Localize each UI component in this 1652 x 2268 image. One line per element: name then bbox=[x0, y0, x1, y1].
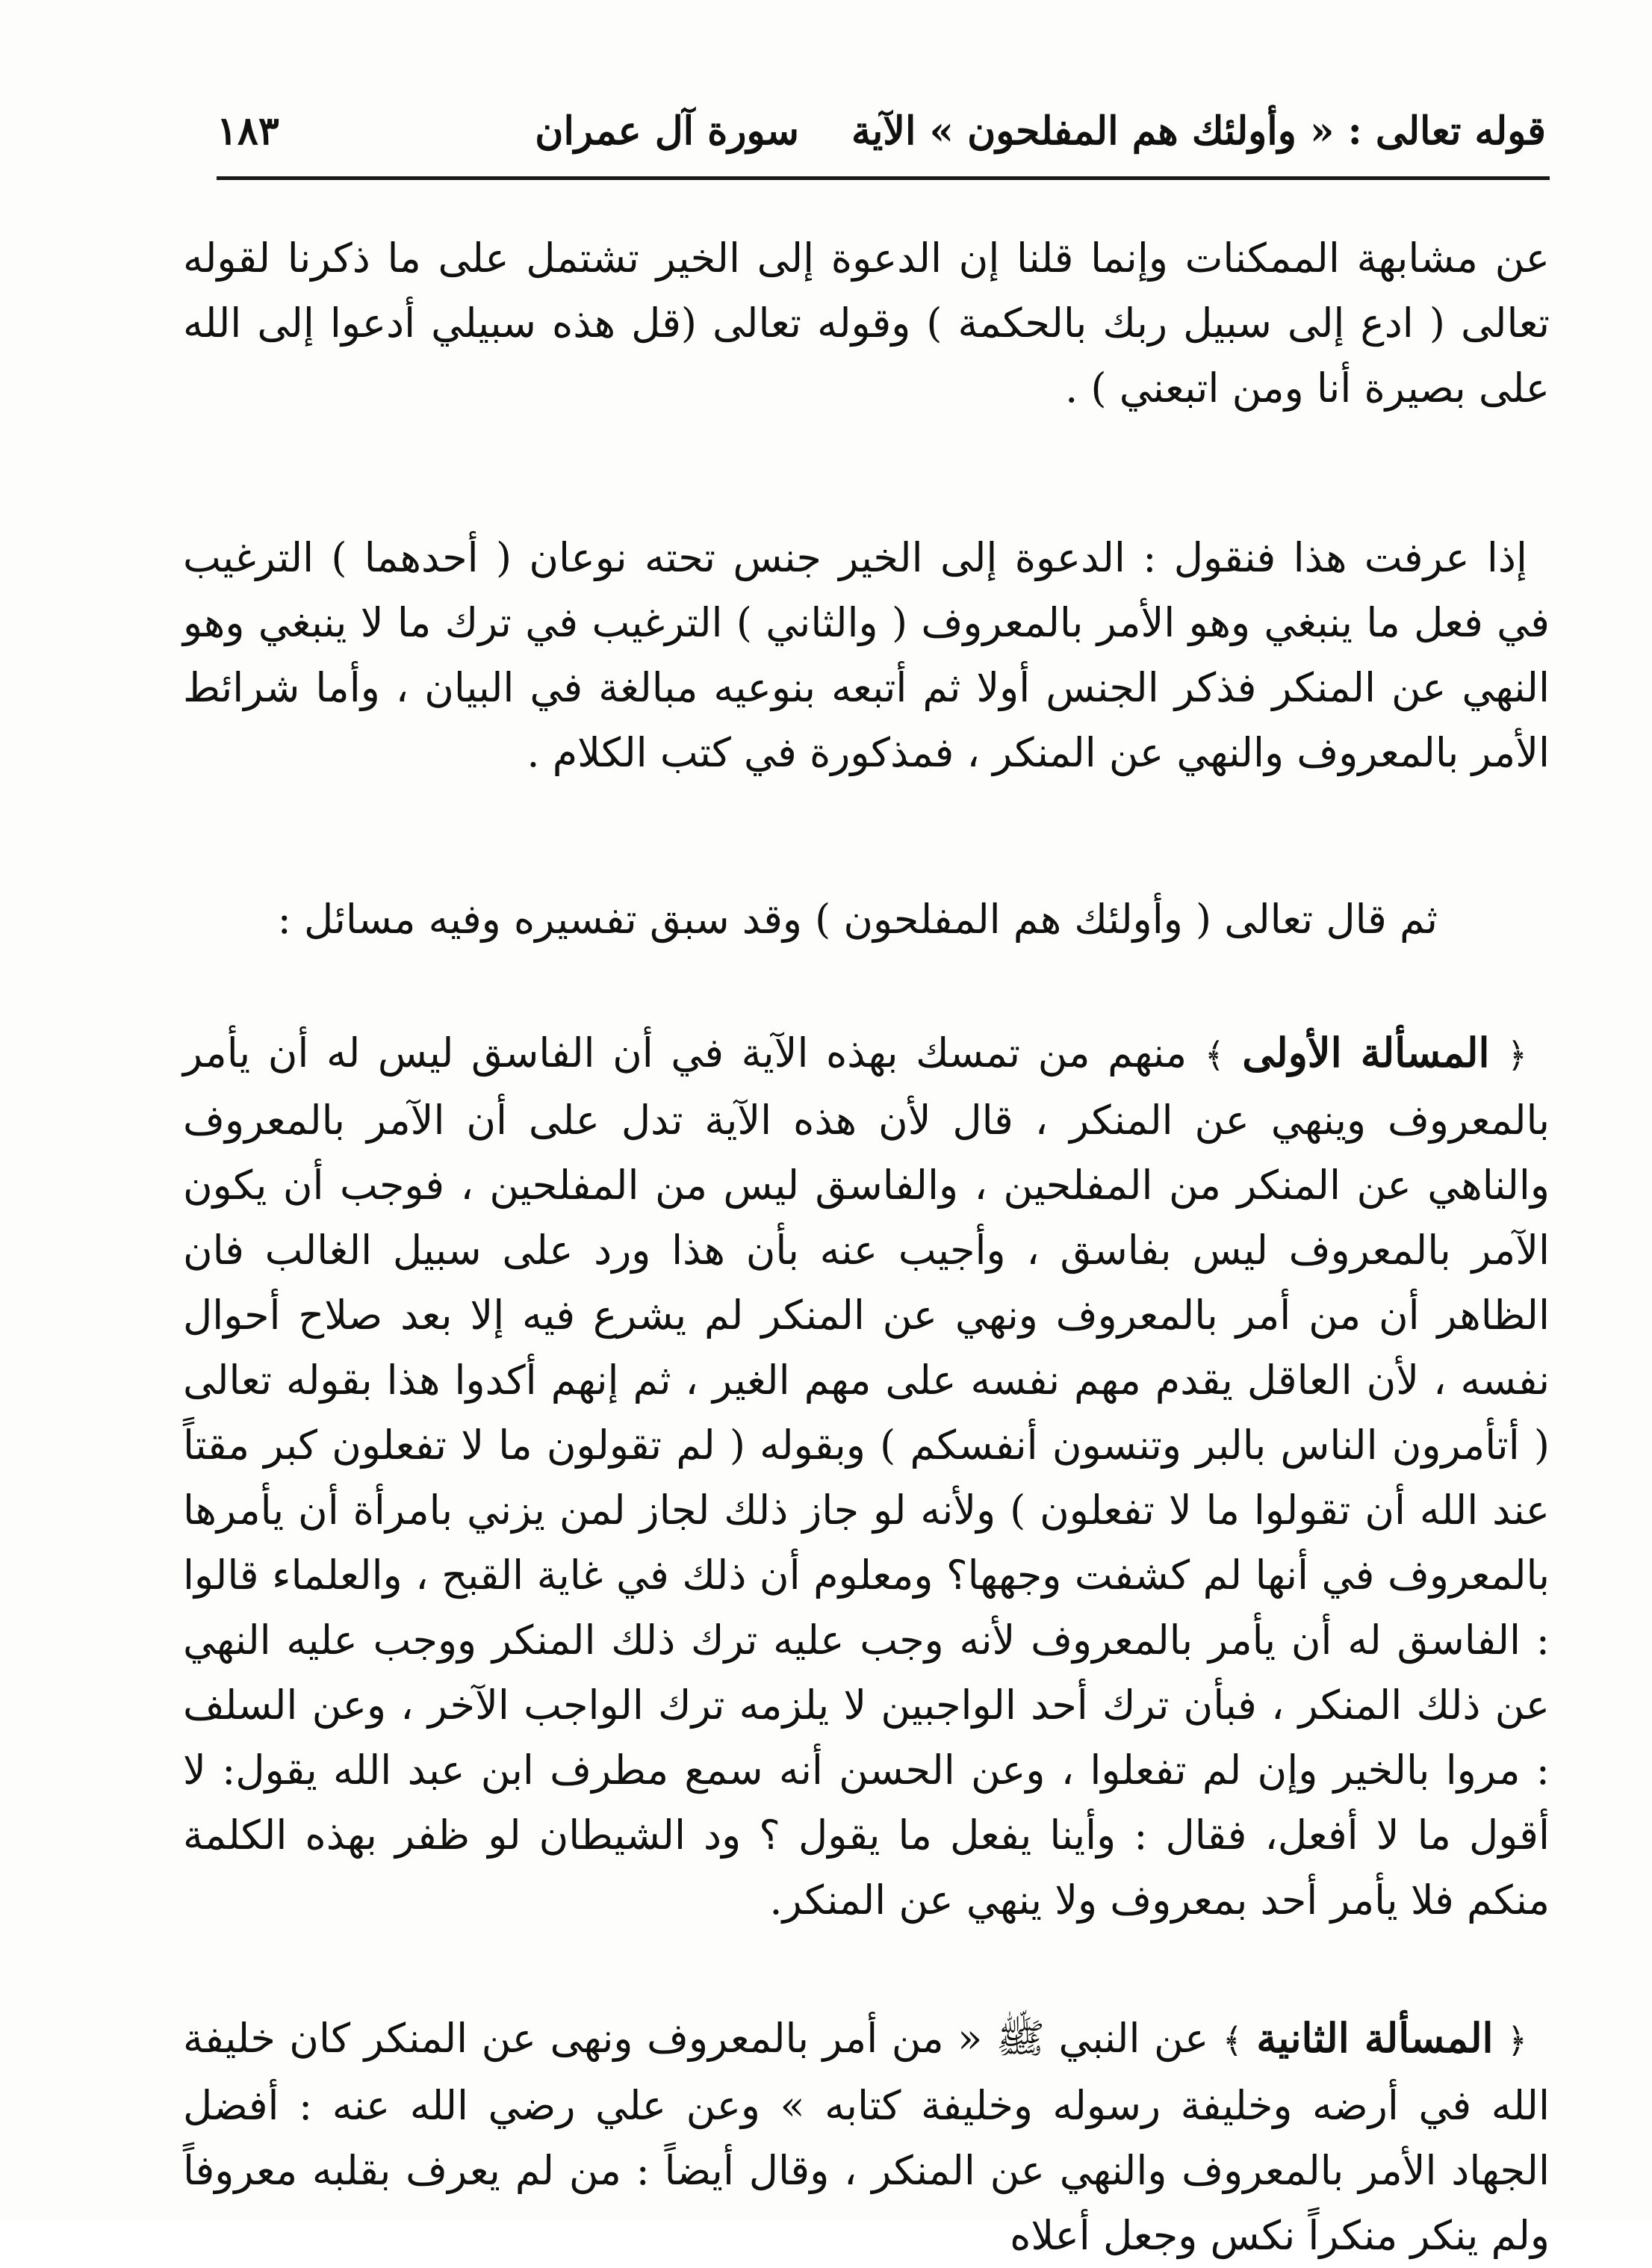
paragraph-text: منهم من تمسك بهذه الآية في أن الفاسق ليس له أن يأمر بالمعروف وينهي عن المنكر ، قال لأن هذه الآية تدل على أن الآمر بالمعروف والناهي عن المنكر من المفلحين ، والفاسق ليس من المفلحين ، فوجب أن يكون الآمر بالمعروف ليس بفاسق ، وأجيب عنه بأن هذا ورد على سبيل الغالب فان الظاهر أن من أمر بالمعروف ونهي عن المنكر لم يشرع فيه إلا بعد صلاح أحوال نفسه ، لأن العاقل يقدم مهم نفسه على مهم الغير ، ثم إنهم أكدوا هذا بقوله تعالى ( أتأمرون الناس بالبر وتنسون أنفسكم ) وبقوله ( لم تقولون ما لا تفعلون كبر مقتاً عند الله أن تقولوا ما لا تفعلون ) ولأنه لو جاز ذلك لجاز لمن يزني بامرأة أن يأمرها بالمعروف في أنها لم كشفت وجهها؟ ومعلوم أن ذلك في غاية القبح ، والعلماء قالوا : الفاسق له أن يأمر بالمعروف لأنه وجب عليه ترك ذلك المنكر ووجب عليه النهي عن ذلك المنكر ، فبأن ترك أحد الواجبين لا يلزمه ترك الواجب الآخر ، وعن السلف : مروا بالخير وإن لم تفعلوا ، وعن الحسن أنه سمع مطرف ابن عبد الله يقول: لا أقول ما لا أفعل، فقال : وأينا يفعل ما يقول ؟ ود الشيطان لو ظفر بهذه الكلمة منكم فلا يأمر أحد بمعروف ولا ينهي عن المنكر. bbox=[183, 1029, 1550, 1924]
issue-paragraph bbox=[183, 2006, 1550, 2268]
ornate-bracket-open: ﴿ bbox=[1507, 2020, 1527, 2060]
ornate-bracket-close: ﴾ bbox=[1222, 2020, 1243, 2060]
paragraph-text: ثم قال تعالى ( وأولئك هم المفلحون ) وقد سبق تفسيره وفيه مسائل : bbox=[277, 896, 1438, 943]
page-number: ١٨٣ bbox=[217, 108, 279, 154]
issue-heading: المسألة الأولى bbox=[1242, 1029, 1490, 1076]
issue-paragraph bbox=[183, 1020, 1550, 1933]
paragraph bbox=[183, 887, 1550, 952]
header-title: قوله تعالى : « وأولئك هم المفلحون » الآية bbox=[851, 108, 1546, 154]
ornate-bracket-close: ﴾ bbox=[1204, 1035, 1225, 1075]
paragraph bbox=[183, 226, 1550, 421]
header-divider bbox=[217, 176, 1550, 180]
paragraph bbox=[183, 525, 1550, 785]
body-text bbox=[183, 202, 1550, 2268]
paragraph-text: عن النبي ﷺ « من أمر بالمعروف ونهى عن المنكر كان خليفة الله في أرضه وخليفة رسوله وخليفة كتابه » وعن علي رضي الله عنه : أفضل الجهاد الأمر بالمعروف والنهي عن المنكر ، وقال أيضاً : من لم يعرف بقلبه معروفاً ولم ينكر منكراً نكس وجعل أعلاه bbox=[183, 2015, 1550, 2259]
paragraph-text: عن مشابهة الممكنات وإنما قلنا إن الدعوة إلى الخير تشتمل على ما ذكرنا لقوله تعالى ( ادع إلى سبيل ربك بالحكمة ) وقوله تعالى (قل هذه سبيلي أدعوا إلى الله على بصيرة أنا ومن اتبعني ) . bbox=[183, 235, 1550, 412]
running-header bbox=[217, 90, 1546, 172]
issue-heading: المسألة الثانية bbox=[1256, 2014, 1494, 2062]
paragraph-text: إذا عرفت هذا فنقول : الدعوة إلى الخير جنس تحته نوعان ( أحدهما ) الترغيب في فعل ما ينبغي وهو الأمر بالمعروف ( والثاني ) الترغيب في ترك ما لا ينبغي وهو النهي عن المنكر فذكر الجنس أولا ثم أتبعه بنوعيه مبالغة في البيان ، وأما شرائط الأمر بالمعروف والنهي عن المنكر ، فمذكورة في كتب الكلام . bbox=[183, 534, 1550, 776]
header-surah-name: سورة آل عمران bbox=[535, 108, 799, 154]
ornate-bracket-open: ﴿ bbox=[1507, 1035, 1527, 1075]
